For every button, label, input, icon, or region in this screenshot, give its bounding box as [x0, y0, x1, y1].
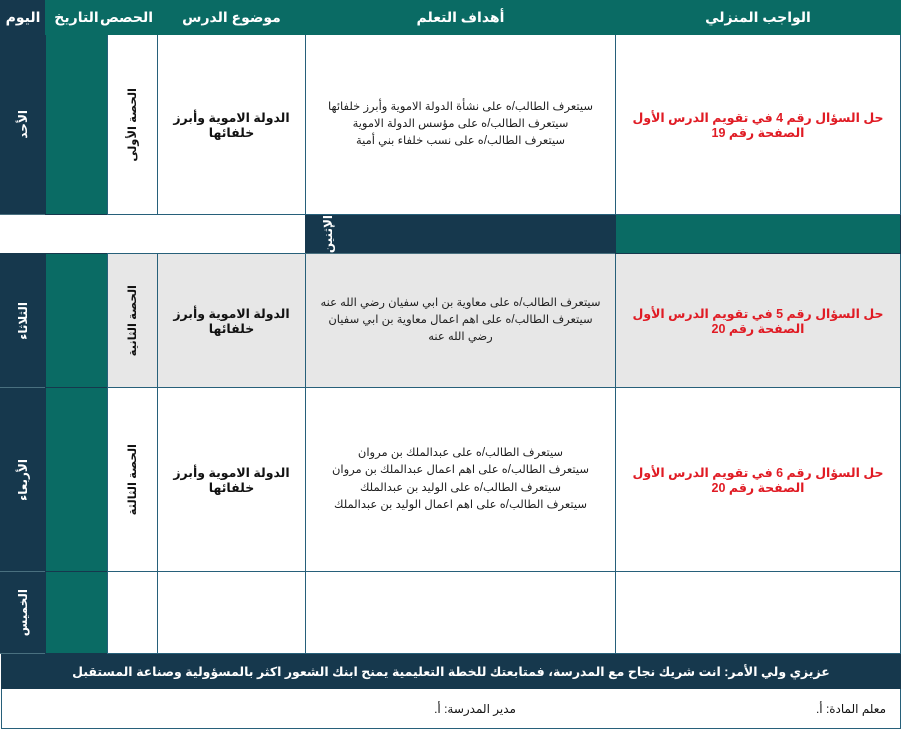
school-principal-signature: مدير المدرسة: أ.	[434, 701, 516, 716]
topic-cell-empty	[158, 572, 306, 654]
homework-cell: حل السؤال رقم 5 في تقويم الدرس الأول الصفحة رقم 20	[616, 254, 901, 388]
date-cell-tuesday[interactable]	[46, 254, 108, 388]
period-label: الحصة الثالثة	[127, 444, 139, 516]
goal-line: سيتعرف الطالب/ه على معاوية بن ابي سفيان رضي الله عنه	[320, 296, 601, 309]
goal-line: سيتعرف الطالب/ه على الوليد بن عبدالملك	[359, 481, 562, 494]
column-header-date: التاريخ	[46, 1, 108, 35]
goal-line: سيتعرف الطالب/ه على اهم اعمال معاوية بن ابي سفيان رضي الله عنه	[328, 314, 593, 344]
table-row	[1, 388, 901, 572]
period-cell	[108, 35, 158, 215]
date-cell-sunday[interactable]	[46, 35, 108, 215]
goals-cell	[306, 388, 616, 572]
topic-cell: الدولة الاموية وأبرز خلفائها	[158, 388, 306, 572]
day-cell-wednesday	[1, 388, 46, 572]
day-label: الأحد	[16, 110, 30, 139]
goal-line: سيتعرف الطالب/ه على اهم اعمال الوليد بن عبدالملك	[334, 498, 587, 511]
table-row	[1, 35, 901, 215]
column-header-day: اليوم	[1, 1, 46, 35]
column-header-homework: الواجب المنزلي	[616, 1, 901, 35]
period-cell	[108, 254, 158, 388]
period-cell-empty	[108, 572, 158, 654]
table-header-row	[1, 1, 901, 35]
topic-cell: الدولة الاموية وأبرز خلفائها	[158, 35, 306, 215]
table-row	[1, 254, 901, 388]
day-label: الأربعاء	[16, 458, 30, 501]
goals-cell-empty	[306, 572, 616, 654]
day-cell-monday	[306, 215, 616, 254]
homework-cell: حل السؤال رقم 4 في تقويم الدرس الأول الصفحة رقم 19	[616, 35, 901, 215]
goals-cell	[306, 35, 616, 215]
goal-line: سيتعرف الطالب/ه على نشأة الدولة الاموية وأبرز خلفائها	[328, 100, 593, 113]
date-cell-thursday[interactable]	[46, 572, 108, 654]
day-label: الخميس	[16, 589, 30, 637]
date-cell-wednesday[interactable]	[46, 388, 108, 572]
table-body	[1, 35, 901, 654]
goal-line: سيتعرف الطالب/ه على عبدالملك بن مروان	[357, 447, 564, 460]
day-cell-thursday	[1, 572, 46, 654]
day-label: الثلاثاء	[16, 301, 30, 340]
goal-line: سيتعرف الطالب/ه على مؤسس الدولة الاموية	[352, 117, 569, 130]
goal-line: سيتعرف الطالب/ه على نسب خلفاء بني أمية	[355, 135, 566, 148]
homework-cell: حل السؤال رقم 6 في تقويم الدرس الأول الصفحة رقم 20	[616, 388, 901, 572]
day-label: الإثنين	[321, 215, 335, 254]
date-cell-monday[interactable]	[616, 215, 901, 254]
period-label: الحصة الأولى	[127, 87, 139, 162]
day-cell-sunday	[1, 35, 46, 215]
period-cell	[108, 388, 158, 572]
day-cell-tuesday	[1, 254, 46, 388]
weekly-lesson-plan	[1, 0, 901, 716]
column-header-topic: موضوع الدرس	[158, 1, 306, 35]
subject-teacher-signature: معلم المادة: أ.	[815, 701, 886, 716]
goals-cell	[306, 254, 616, 388]
table-row	[1, 572, 901, 654]
column-header-periods: الحصص	[108, 1, 158, 35]
signature-bar	[1, 689, 901, 729]
table-row	[1, 215, 901, 254]
parent-note-banner: عزيزي ولي الأمر: انت شريك نجاح مع المدرسة، فمتابعتك للخطة التعليمية يمنح ابنك الشعور اكثر بالمسؤولية وصناعة المستقبل	[1, 654, 901, 689]
goal-line: سيتعرف الطالب/ه على اهم اعمال عبدالملك بن مروان	[331, 464, 589, 477]
period-label: الحصة الثانية	[127, 285, 139, 357]
column-header-goals: أهداف التعلم	[306, 1, 616, 35]
homework-cell-empty	[616, 572, 901, 654]
topic-cell: الدولة الاموية وأبرز خلفائها	[158, 254, 306, 388]
